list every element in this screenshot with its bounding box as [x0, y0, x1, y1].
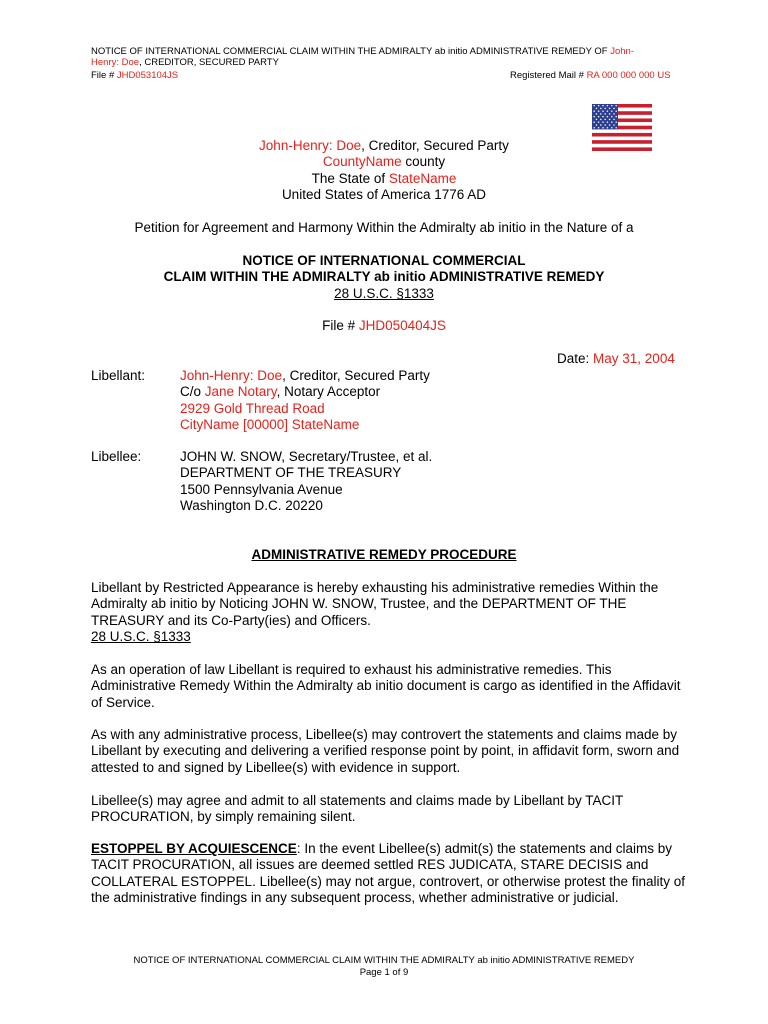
nation-line: United States of America 1776 AD [281, 186, 487, 202]
header-file-number: File # JHD053104JS [91, 70, 179, 81]
date-line: Date: May 31, 2004 [557, 351, 675, 366]
paragraph-1-citation: 28 U.S.C. §1333 [91, 628, 191, 644]
header-registered-mail: Registered Mail # RA 000 000 000 US [510, 70, 671, 81]
estoppel-heading: ESTOPPEL BY ACQUIESCENCE [91, 841, 297, 856]
paragraph-2: As an operation of law Libellant is required to exhaust his administrative remedies. This Administrative Remedy Within the Admiralty ab initio document is cargo as identified in the Affidavit of Service. [91, 662, 681, 710]
section-heading: ADMINISTRATIVE REMEDY PROCEDURE [251, 547, 517, 562]
header-name-part2: Henry: Doe [91, 57, 140, 68]
header-role: , CREDITOR, SECURED PARTY [139, 57, 279, 68]
file-line: File # JHD050404JS [322, 318, 446, 333]
libellee-label: Libellee: [91, 449, 142, 464]
petition-line: Petition for Agreement and Harmony Within the Admiralty ab initio in the Nature of a [134, 220, 634, 235]
state-name: StateName [388, 170, 457, 186]
page-number: Page 1 of 9 [359, 967, 409, 978]
county-name: CountyName [322, 154, 402, 170]
paragraph-4: Libellee(s) may agree and admit to all statements and claims made by Libellant by TACIT PROCURATION, by simply remaining silent. [91, 793, 624, 825]
paragraph-1: Libellant by Restricted Appearance is hereby exhausting his administrative remedies Within the Admiralty ab initio by Noticing JOHN W. SNOW, Trustee, and the DEPARTMENT OF THE TREASURY and its Co-Party(ies) and Officers. 28 U.S.C. §1333 [91, 580, 659, 644]
page-header [91, 46, 691, 68]
libellant-label: Libellant: [91, 368, 146, 383]
libellee-details: JOHN W. SNOW, Secretary/Trustee, et al. DEPARTMENT OF THE TREASURY 1500 Pennsylvania Avenue Washington D.C. 20220 [180, 449, 433, 513]
document-title-line2: CLAIM WITHIN THE ADMIRALTY ab initio ADMINISTRATIVE REMEDY [163, 269, 605, 284]
title-citation: 28 U.S.C. §1333 [334, 286, 434, 301]
creditor-name: John-Henry: Doe [259, 138, 362, 153]
header-title: NOTICE OF INTERNATIONAL COMMERCIAL CLAIM WITHIN THE ADMIRALTY ab initio ADMINISTRATIVE REMEDY OF [91, 46, 611, 57]
libellant-details: John-Henry: Doe, Creditor, Secured Party C/o Jane Notary, Notary Acceptor 2929 Gold Thread Road CityName [00000] StateName [180, 368, 430, 432]
header-name-part1: John- [610, 46, 634, 57]
document-title-line1: NOTICE OF INTERNATIONAL COMMERCIAL [242, 253, 526, 268]
paragraph-5: ESTOPPEL BY ACQUIESCENCE: In the event Libellee(s) admit(s) the statements and claims by TACIT PROCURATION, all issues are deemed settled RES JUDICATA, STARE DECISIS and COLLATERAL ESTOPPEL. Libellee(s) may not argue, controvert, or otherwise protest the finality of the administrative findings in any subsequent process, whether administrative or judicial. [91, 841, 686, 905]
footer-title: NOTICE OF INTERNATIONAL COMMERCIAL CLAIM WITHIN THE ADMIRALTY ab initio ADMINISTRATIVE REMEDY [133, 955, 635, 966]
creditor-block: John-Henry: Doe, Creditor, Secured Party CountyName county The State of StateName United States of America 1776 AD [0, 138, 768, 203]
paragraph-3: As with any administrative process, Libellee(s) may controvert the statements and claims made by Libellant by executing and delivering a verified response point by point, in affidavit form, sworn and attested to and signed by Libellee(s) with evidence in support. [91, 727, 680, 775]
